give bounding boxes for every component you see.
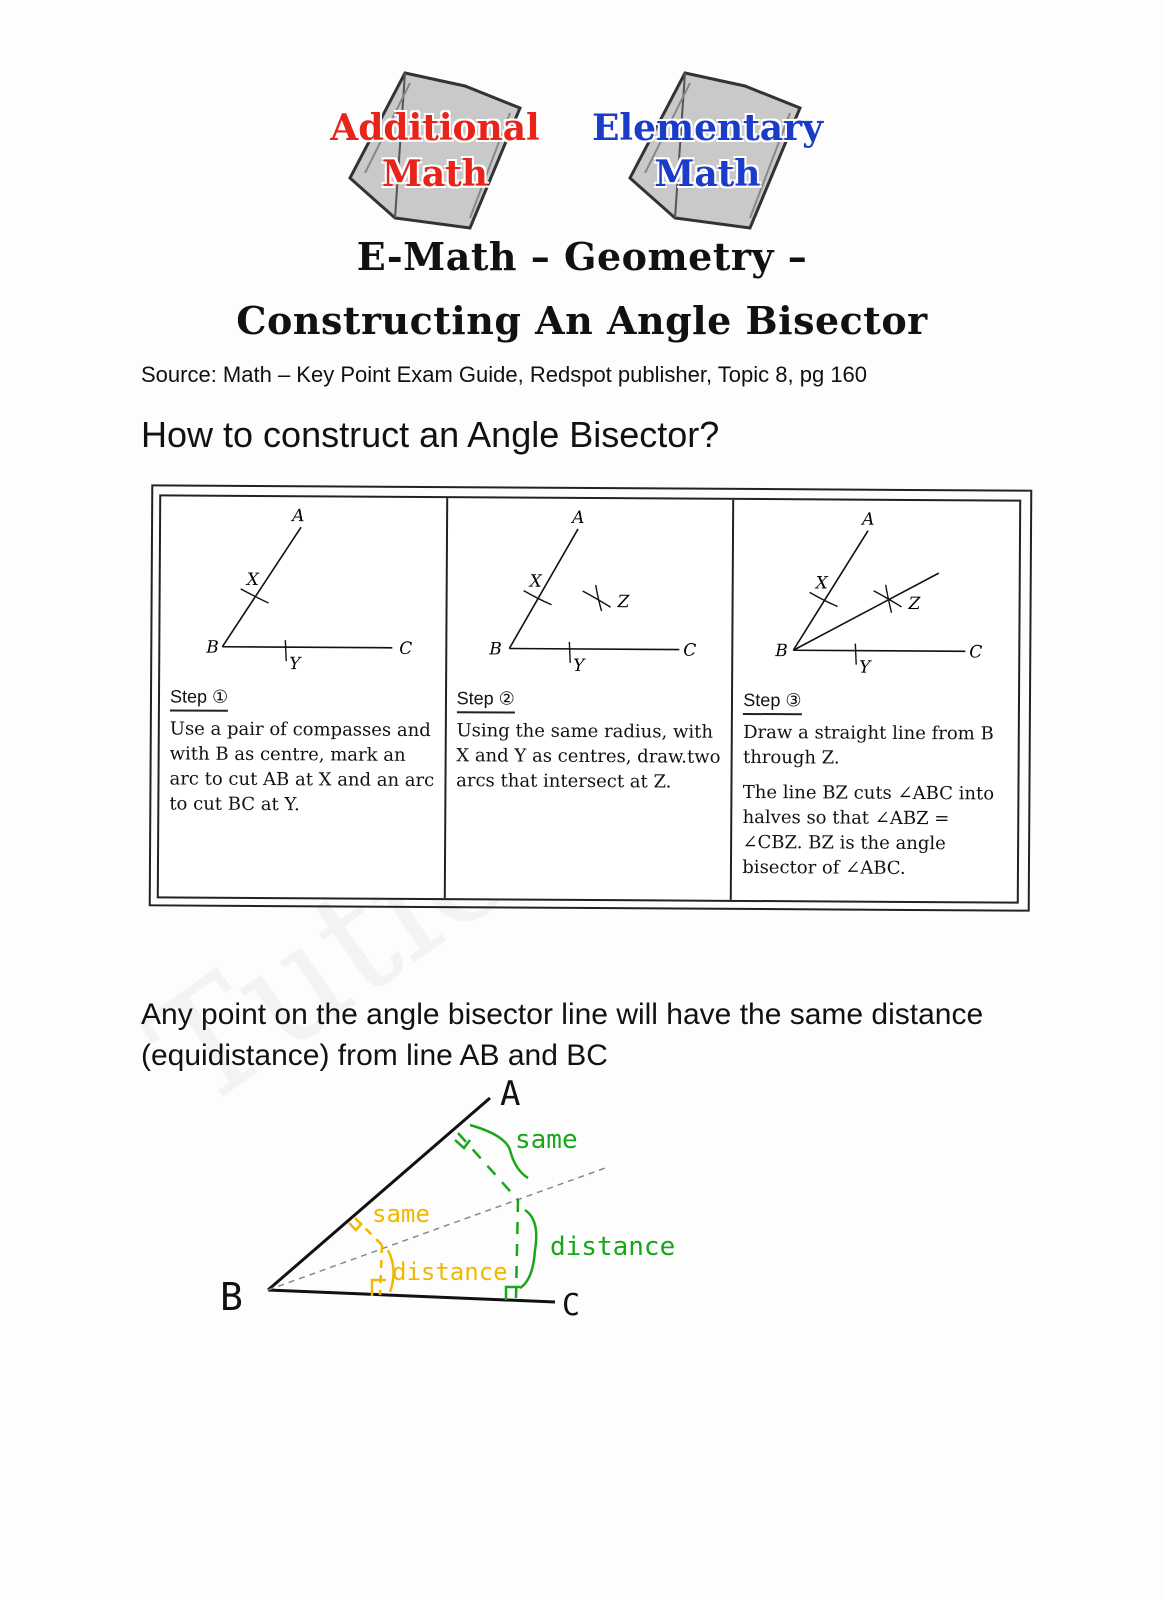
yellow-distance-label: distance [392, 1258, 508, 1286]
steps-table [157, 494, 1021, 903]
label-X: X [246, 569, 259, 590]
logo-elementary-math [585, 68, 830, 233]
label-A: A [292, 506, 305, 527]
step-3-paragraph-1: Draw a straight line from B through Z. [742, 721, 994, 769]
section-heading: How to construct an Angle Bisector? [141, 414, 720, 455]
equidistance-diagram [200, 1070, 720, 1330]
step-1-panel [159, 496, 448, 898]
step-1-diagram [160, 496, 446, 688]
label-C: C [969, 642, 983, 663]
label-Z: Z [617, 592, 630, 613]
label-Y: Y [572, 655, 585, 676]
yellow-same-label: same [372, 1200, 430, 1228]
green-distance-label: distance [550, 1232, 676, 1262]
diagram-label-B: B [220, 1275, 243, 1319]
label-B: B [775, 641, 789, 662]
label-Z: Z [908, 593, 921, 615]
label-B: B [488, 639, 502, 660]
label-Y: Y [859, 657, 871, 678]
step-2-paragraph: Using the same radius, with X and Y as centres, draw.two arcs that intersect at Z. [456, 720, 721, 793]
label-A: A [862, 509, 875, 530]
logo-elementary-line1: Elementary [591, 107, 824, 149]
step-2-diagram [447, 498, 733, 690]
equidistance-statement: Any point on the angle bisector line will have the same distance (equidistance) from line AB and BC [141, 998, 984, 1072]
label-B: B [206, 637, 219, 658]
logo-additional-line2: Math [382, 153, 488, 195]
step-1-paragraph: Use a pair of compasses and with B as centre, mark an arc to cut AB at X and an arc to cut BC at Y. [169, 718, 435, 816]
page-title-line2: Constructing An Angle Bisector [236, 298, 928, 343]
step-2-panel [445, 498, 734, 900]
step-3-label: Step ③ [743, 690, 801, 715]
step-2-text [456, 718, 722, 805]
step-3-text [742, 720, 1008, 892]
book-icon [320, 68, 550, 233]
label-X: X [815, 573, 829, 594]
source-citation: Source: Math – Key Point Exam Guide, Redspot publisher, Topic 8, pg 160 [141, 362, 868, 387]
logo-additional-math [320, 68, 550, 233]
step-3-panel [732, 500, 1019, 902]
label-C: C [399, 638, 413, 659]
diagram-label-A: A [500, 1074, 521, 1114]
step-3-diagram [733, 500, 1019, 692]
label-X: X [529, 571, 542, 592]
step-1-label: Step ① [170, 686, 228, 711]
logo-additional-line1: Additional [330, 107, 540, 149]
label-A: A [571, 507, 585, 528]
label-Y: Y [289, 654, 301, 675]
step-2-label: Step ② [457, 688, 515, 713]
diagram-label-C: C [562, 1288, 581, 1323]
label-C: C [682, 640, 697, 661]
page-title-line1: E-Math – Geometry – [356, 234, 808, 279]
step-3-paragraph-2: The line BZ cuts ∠ABC into halves so that ∠ABZ = ∠CBZ. BZ is the angle bisector of ∠ABC. [742, 781, 995, 879]
logo-elementary-line2: Math [654, 153, 761, 195]
book-icon [585, 68, 830, 233]
step-1-text [169, 716, 435, 828]
green-same-label: same [515, 1125, 578, 1155]
